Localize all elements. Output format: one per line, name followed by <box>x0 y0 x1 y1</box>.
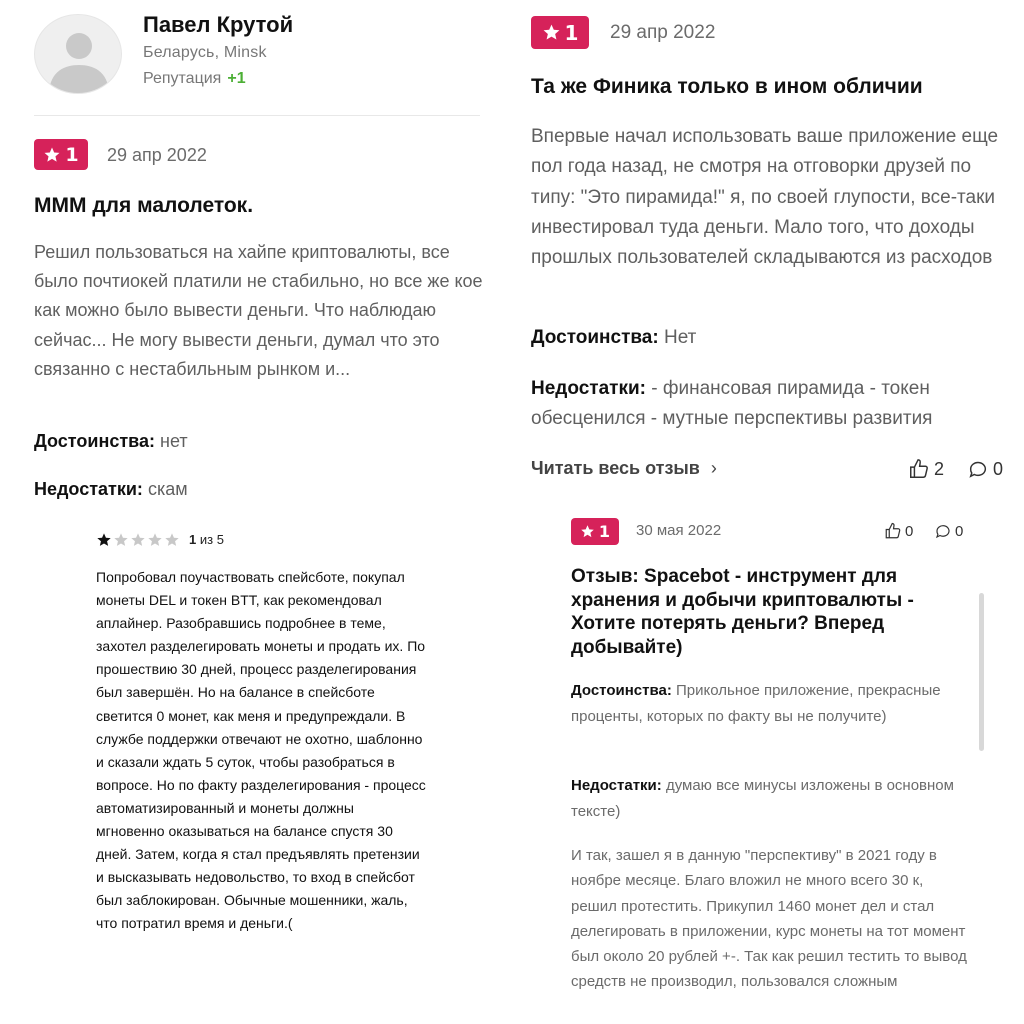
star-empty-icon <box>130 532 146 548</box>
like-button[interactable] <box>884 522 913 540</box>
cons-text: - финансовая пирамида - токен обесценился - мутные перспективы развития <box>531 378 933 429</box>
rating-badge <box>34 139 88 170</box>
likes-count: 2 <box>934 458 945 479</box>
cons-text: думаю все минусы изложены в основном тексте) <box>571 777 954 820</box>
comments-count: 0 <box>993 458 1004 479</box>
read-more-label: Читать весь отзыв <box>531 458 700 478</box>
star-icon <box>542 23 561 42</box>
rating-badge <box>531 16 589 49</box>
pros-label: Достоинства: <box>531 327 659 348</box>
comments-button[interactable] <box>967 458 1003 480</box>
review-card-top-left <box>0 0 505 512</box>
review-date: 29 апр 2022 <box>610 22 716 43</box>
pros-row <box>571 678 971 730</box>
like-button[interactable] <box>908 458 944 480</box>
divider <box>34 115 480 116</box>
rating-value: 1 <box>65 143 79 166</box>
review-title[interactable]: МММ для малолеток. <box>34 194 254 217</box>
review-title[interactable]: Отзыв: Spacebot - инструмент для хранения и добычи криптовалюты - Хотите потерять деньги? Вперед добывайте) <box>571 566 914 658</box>
likes-count: 0 <box>905 522 914 540</box>
review-date: 29 апр 2022 <box>107 145 207 165</box>
rating-value: 1 <box>564 20 579 45</box>
rating-badge <box>571 518 619 545</box>
cons-label: Недостатки: <box>34 479 143 499</box>
author-location: Беларусь, Minsk <box>143 44 267 61</box>
comment-icon <box>934 522 952 540</box>
star-icon <box>580 524 595 539</box>
pros-row <box>34 431 188 452</box>
cons-row <box>571 773 971 825</box>
review-card-top-right <box>512 0 1024 500</box>
star-empty-icon <box>164 532 180 548</box>
review-body: Решил пользоваться на хайпе криптовалюты, все было почтиокей платили не стабильно, но все же кое как можно было вывести деньги. Что наблюдаю сейчас... Не могу вывести деньги, думал что это связанно с нестабильным рынком и... <box>34 242 483 379</box>
avatar[interactable] <box>34 14 122 94</box>
cons-row <box>531 374 1001 434</box>
star-empty-icon <box>113 532 129 548</box>
review-date: 30 мая 2022 <box>636 522 722 539</box>
chevron-right-icon: › <box>710 458 717 478</box>
read-full-review-link[interactable] <box>531 458 717 479</box>
cons-label: Недостатки: <box>531 378 646 399</box>
comments-button[interactable] <box>934 522 963 540</box>
rating-value: 1 <box>598 522 611 541</box>
star-empty-icon <box>147 532 163 548</box>
review-body: И так, зашел я в данную "перспективу" в 2021 году в ноябре месяце. Благо вложил не много всего 30 к, решил протестить. Прикупил 1460 монет дел и стал делегировать в приложении, курс монеты на тот момент был около 20 рублей +-. Так как решил тестить то вывод средств не производил, пользовался сложным <box>571 847 967 991</box>
rating-of: из 5 <box>199 532 224 547</box>
star-icon <box>43 146 61 164</box>
reputation-label: Репутация <box>143 70 222 87</box>
cons-label: Недостатки: <box>571 777 662 794</box>
cons-row <box>34 479 188 500</box>
pros-text: Нет <box>663 327 697 348</box>
author-name[interactable]: Павел Крутой <box>143 12 294 37</box>
thumbs-up-icon <box>908 458 930 480</box>
review-card-bottom-left <box>0 512 505 1024</box>
review-body: Впервые начал использовать ваше приложение еще пол года назад, не смотря на отговорки друзей по типу: "Это пирамида!" я, по своей глупости, все-таки инвестировал туда деньги. Мало того, что доходы прошлых пользователей складываются из расходов <box>531 126 999 269</box>
comments-count: 0 <box>955 522 964 540</box>
star-rating <box>96 532 180 548</box>
star-filled-icon <box>96 532 112 548</box>
review-card-bottom-right <box>512 505 1024 1024</box>
comment-icon <box>967 458 989 480</box>
rating-value: 1 <box>189 532 197 547</box>
user-silhouette-icon <box>35 15 122 94</box>
pros-text: нет <box>160 431 188 451</box>
review-body: Попробовал поучаствовать спейсботе, покупал монеты DEL и токен BTT, как рекомендовал аплайнер. Разобравшись подробнее в теме, захотел разделегировать монеты и продать их. По прошествию 30 дней, процесс разделегирования был завершён. Но на балансе в спейсботе светится 0 монет, как меня и предупреждали. В службе поддержки отвечают не охотно, шаблонно и сказали ждать 5 суток, чтобы разобраться в вопросе. Но по факту разделегирования - процесс автоматизированный и монеты должны мгновенно оказываться на балансе спустя 30 дней. Затем, когда я стал предъявлять претензии и высказывать недовольство, то вход в спейсбот был заблокирован. Обычные мошенники, жаль, что потратил время и деньги.( <box>96 569 426 932</box>
pros-label: Достоинства: <box>34 431 155 451</box>
author-reputation <box>143 70 246 88</box>
pros-label: Достоинства: <box>571 682 672 699</box>
rating-text <box>189 532 224 547</box>
pros-row <box>531 323 1001 353</box>
thumbs-up-icon <box>884 522 902 540</box>
reputation-value: +1 <box>227 70 246 87</box>
pros-text: Прикольное приложение, прекрасные проценты, которых по факту вы не получите) <box>571 682 941 725</box>
review-title[interactable]: Та же Финика только в ином обличии <box>531 75 923 98</box>
cons-text: скам <box>147 479 188 499</box>
scrollbar[interactable] <box>979 593 984 751</box>
